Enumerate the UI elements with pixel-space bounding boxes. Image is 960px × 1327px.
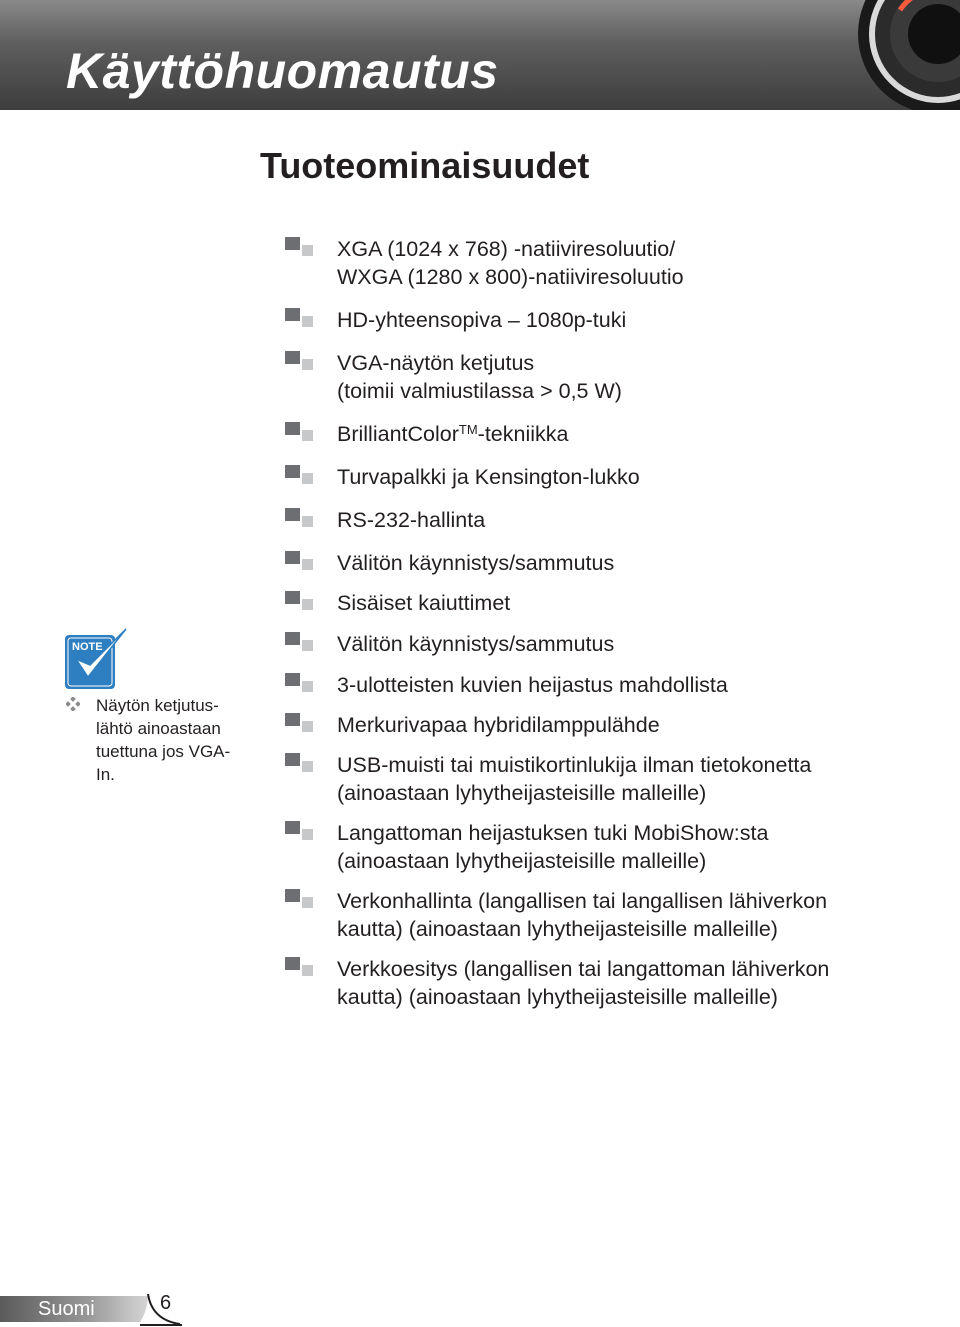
page-title: Käyttöhuomautus (66, 43, 499, 99)
note-text: Näytön ketjutus- lähtö ainoastaan tuettuna jos VGA- In. (96, 696, 231, 784)
feature-text: Sisäiset kaiuttimet (337, 591, 511, 615)
feature-text: Langattoman heijastuksen tuki MobiShow:sta (ainoastaan lyhytheijasteisille malleille) (337, 821, 769, 873)
feature-text: Merkurivapaa hybridilamppulähde (337, 713, 660, 737)
square-bullet-icon (285, 237, 315, 257)
section-title: Tuoteominaisuudet (260, 145, 590, 186)
feature-text: USB-muisti tai muistikortinlukija ilman tietokonetta (ainoastaan lyhytheijasteisille malleille) (337, 753, 812, 805)
square-bullet-icon (285, 508, 315, 528)
feature-text: Turvapalkki ja Kensington-lukko (337, 465, 640, 489)
feature-text: Välitön käynnistys/sammutus (337, 632, 615, 656)
page-footer (0, 1290, 200, 1327)
footer-language: Suomi (38, 1298, 95, 1320)
square-bullet-icon (285, 673, 315, 693)
square-bullet-icon (285, 465, 315, 485)
square-bullet-icon (285, 551, 315, 571)
feature-text: Välitön käynnistys/sammutus (337, 551, 615, 575)
feature-text: Verkonhallinta (langallisen tai langallisen lähiverkon kautta) (ainoastaan lyhytheijasteisille malleille) (337, 889, 828, 941)
projector-lens-icon (820, 0, 960, 110)
diamond-bullet-icon (66, 697, 80, 711)
feature-text: VGA-näytön ketjutus (toimii valmiustilassa > 0,5 W) (337, 351, 622, 403)
square-bullet-icon (285, 713, 315, 733)
feature-text: RS-232-hallinta (337, 508, 486, 532)
square-bullet-icon (285, 753, 315, 773)
note-badge-label: NOTE (72, 641, 103, 653)
square-bullet-icon (285, 351, 315, 371)
feature-text: BrilliantColor™-tekniikka (337, 422, 569, 446)
feature-text: 3-ulotteisten kuvien heijastus mahdollista (337, 673, 728, 697)
square-bullet-icon (285, 821, 315, 841)
feature-text: Verkkoesitys (langallisen tai langattoman lähiverkon kautta) (ainoastaan lyhytheijasteisille malleille) (337, 957, 830, 1009)
feature-text: XGA (1024 x 768) -natiiviresoluutio/ WXGA (1280 x 800)-natiiviresoluutio (337, 237, 684, 289)
page-number: 6 (160, 1292, 172, 1314)
note-checkmark-icon (64, 625, 130, 691)
page-header (0, 0, 960, 110)
feature-text: HD-yhteensopiva – 1080p-tuki (337, 308, 627, 332)
trademark-mark: TM (458, 422, 478, 437)
square-bullet-icon (285, 957, 315, 977)
square-bullet-icon (285, 591, 315, 611)
square-bullet-icon (285, 308, 315, 328)
square-bullet-icon (285, 889, 315, 909)
square-bullet-icon (285, 632, 315, 652)
square-bullet-icon (285, 422, 315, 442)
